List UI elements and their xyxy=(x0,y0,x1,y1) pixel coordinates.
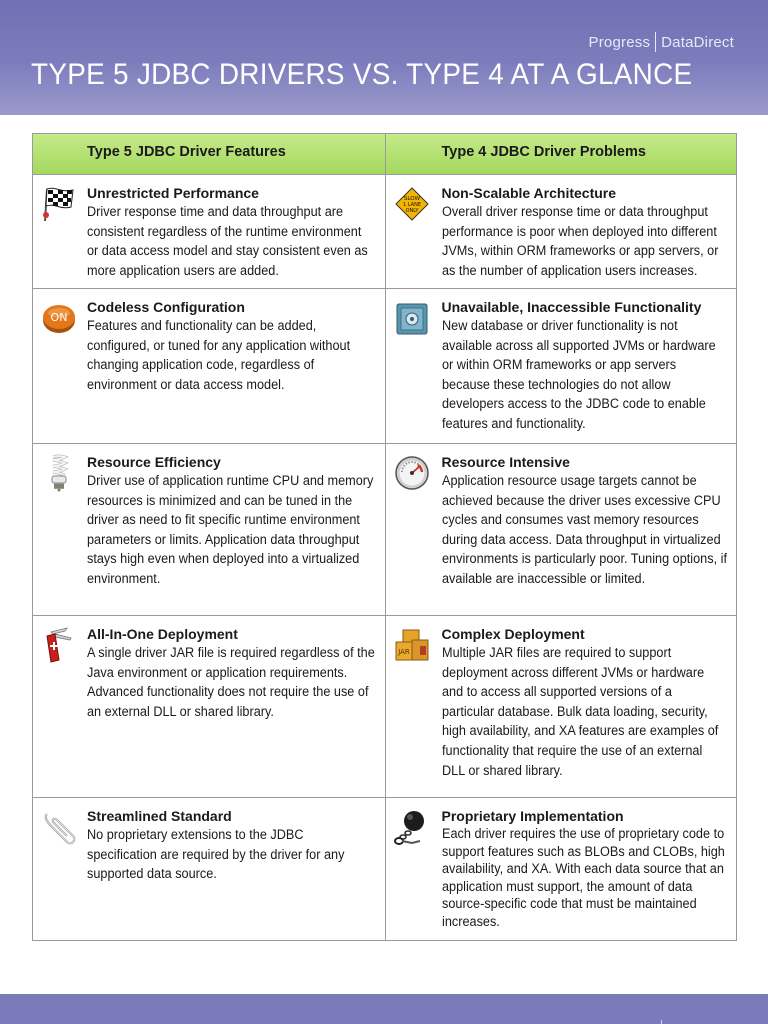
feature-body: Driver use of application runtime CPU and memory resources is minimized and can be tuned in the driver as need to fit specific runtime environment parameters or limits. Application data throughput stays high even when deployed into a virtualized environment. xyxy=(87,473,374,586)
feature-cell xyxy=(33,798,385,940)
problem-body: Each driver requires the use of proprietary code to support features such as BLOBs and CLOBs, high availability, and XA. With each data source that an application must support, the amount of data source-specific code that must be maintained increases. xyxy=(441,826,725,929)
problem-body: Application resource usage targets cannot be achieved because the driver uses excessive CPU cycles and consumes vast memory resources during data access. Data throughput in virtualized environments is particularly poor. Tuning options, if available are inaccessible or limited. xyxy=(441,473,727,586)
problem-title: Proprietary Implementation xyxy=(441,808,624,824)
sign-line-2: 1 LANE xyxy=(402,202,421,208)
gauge-icon xyxy=(394,454,430,492)
table-row xyxy=(33,444,736,616)
brand-progress: Progress xyxy=(588,34,651,51)
box-label: JAR xyxy=(397,648,410,656)
feature-title: All-In-One Deployment xyxy=(87,626,238,642)
brand-logo xyxy=(589,32,734,52)
problem-cell xyxy=(385,616,737,797)
feature-title: Streamlined Standard xyxy=(87,808,232,824)
safe-icon xyxy=(394,299,430,337)
feature-title: Codeless Configuration xyxy=(87,299,245,315)
table-header xyxy=(33,134,736,175)
problem-body: Overall driver response time or data throughput performance is poor when deployed into different JVMs, within ORM frameworks or app servers, or as the number of application users increases. xyxy=(441,204,718,278)
sign-line-3: ONLY xyxy=(405,208,418,214)
problem-title: Non-Scalable Architecture xyxy=(441,185,617,201)
problem-title: Unavailable, Inaccessible Functionality xyxy=(441,299,702,315)
problem-body: Multiple JAR files are required to support deployment across different JVMs or hardware and to access all supported versions of a particular database. Bulk data loading, security, high availability, and XA features are examples of functionality that require the use of an external DLL or shared library. xyxy=(441,645,718,778)
footer-bar xyxy=(0,994,768,1024)
table-row xyxy=(33,175,736,289)
feature-body: Features and functionality can be added, configured, or tuned for any application without changing application code, regardless of environment or data access model. xyxy=(87,318,351,392)
brand-datadirect: DataDirect xyxy=(661,34,734,51)
problem-cell xyxy=(385,798,737,940)
feature-cell xyxy=(33,175,385,288)
table-row xyxy=(33,798,736,940)
on-button-label: ON xyxy=(50,311,68,324)
header-banner xyxy=(0,0,768,115)
comparison-table xyxy=(32,133,737,941)
feature-cell xyxy=(33,289,385,443)
feature-title: Unrestricted Performance xyxy=(87,185,259,201)
feature-body: Driver response time and data throughput are consistent regardless of the runtime environment or data access model and stay consistent even as more application users are added. xyxy=(87,204,368,278)
sign-line-1: SLOW xyxy=(403,196,420,202)
footer-divider xyxy=(661,1020,662,1024)
cfl-bulb-icon xyxy=(41,454,77,492)
checkered-flag-icon xyxy=(41,185,77,223)
ball-and-chain-icon xyxy=(394,808,430,846)
problem-cell xyxy=(385,289,737,443)
problem-body: New database or driver functionality is not available across all supported JVMs or hardware or within ORM frameworks or app servers because these technologies do not allow developers access to the JDBC code to enable features and functionality. xyxy=(441,318,716,431)
feature-cell xyxy=(33,444,385,615)
slow-lane-sign-icon xyxy=(394,185,430,223)
feature-body: A single driver JAR file is required regardless of the Java environment or application requirements. Advanced functionality does not require the use of an external DLL or shared library. xyxy=(87,645,375,719)
feature-body: No proprietary extensions to the JDBC specification are required by the driver for any supported data source. xyxy=(87,827,345,882)
problem-title: Resource Intensive xyxy=(441,454,570,470)
problem-title: Complex Deployment xyxy=(441,626,585,642)
feature-cell xyxy=(33,616,385,797)
table-row xyxy=(33,616,736,798)
paperclip-icon xyxy=(41,808,77,846)
swiss-army-knife-icon xyxy=(41,626,77,664)
problem-cell xyxy=(385,444,737,615)
feature-title: Resource Efficiency xyxy=(87,454,221,470)
jar-boxes-icon xyxy=(394,626,430,664)
on-button-icon xyxy=(41,299,77,337)
problem-cell xyxy=(385,175,737,288)
table-row xyxy=(33,289,736,444)
header-type5: Type 5 JDBC Driver Features xyxy=(87,144,286,160)
header-type4: Type 4 JDBC Driver Problems xyxy=(385,134,737,174)
page-title: TYPE 5 JDBC DRIVERS VS. TYPE 4 AT A GLANCE xyxy=(31,58,693,91)
